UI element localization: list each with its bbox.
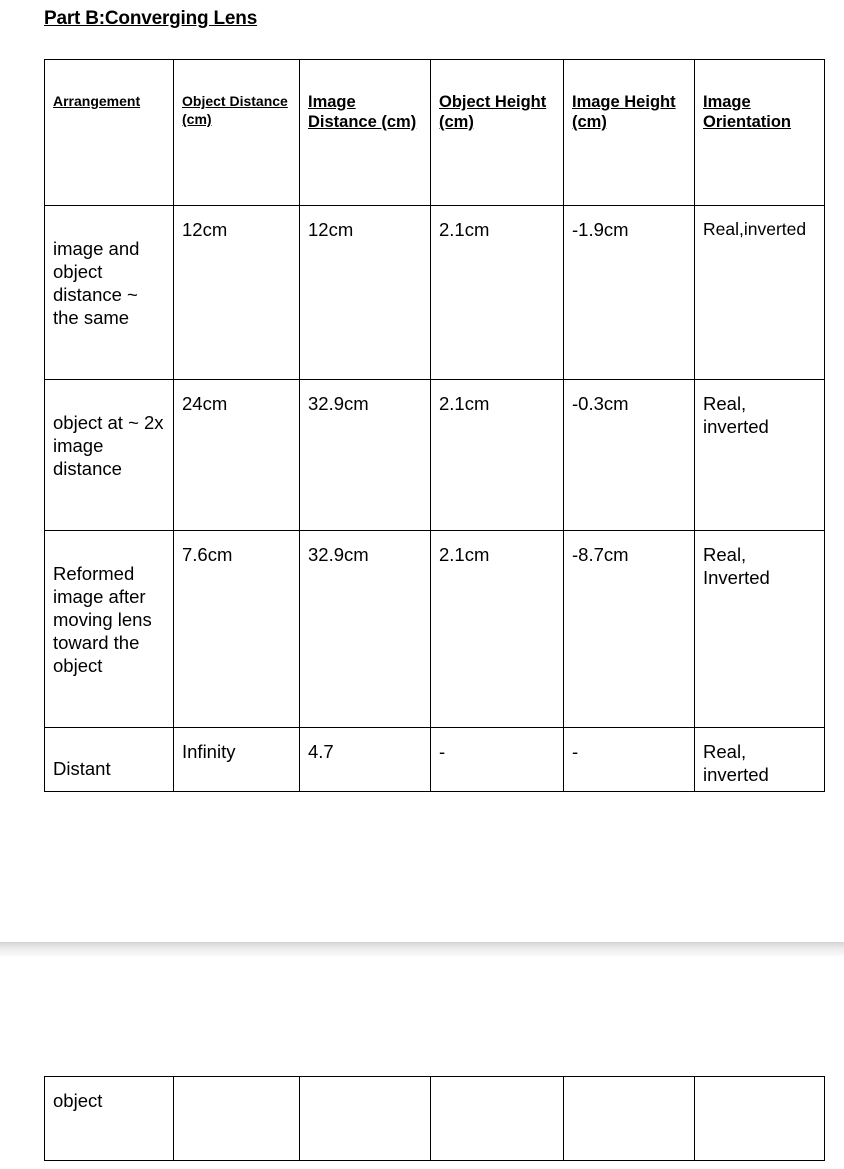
arrangement-text: object at ~ 2x image distance — [53, 412, 164, 479]
header-object-height: Object Height (cm) — [431, 60, 564, 206]
header-arrangement: Arrangement — [45, 60, 174, 206]
object-distance-value: 24cm — [182, 393, 228, 414]
object-distance-value: 7.6cm — [182, 544, 233, 565]
cell-image-height — [564, 206, 695, 380]
page-break — [0, 942, 844, 956]
cell-image-height — [564, 1077, 695, 1161]
cell-image-distance — [300, 531, 431, 728]
cell-object-distance — [174, 380, 300, 531]
cell-image-orientation — [695, 531, 825, 728]
image-height-value: -1.9cm — [572, 219, 629, 240]
cell-arrangement — [45, 728, 174, 792]
header-image-orientation: Image Orientation — [695, 60, 825, 206]
table-row — [45, 206, 825, 380]
results-table-continued — [44, 1076, 825, 1161]
cell-arrangement — [45, 531, 174, 728]
table-row — [45, 728, 825, 792]
image-distance-value: 12cm — [308, 219, 354, 240]
object-height-value: 2.1cm — [439, 219, 490, 240]
cell-arrangement — [45, 380, 174, 531]
cell-object-distance — [174, 1077, 300, 1161]
image-distance-value: 32.9cm — [308, 393, 369, 414]
cell-image-height — [564, 380, 695, 531]
table-row — [45, 1077, 825, 1161]
cell-object-distance — [174, 531, 300, 728]
table-row — [45, 380, 825, 531]
image-orientation-value: Real, inverted — [703, 393, 769, 437]
cell-object-height — [431, 1077, 564, 1161]
cell-image-distance — [300, 1077, 431, 1161]
image-height-value: -0.3cm — [572, 393, 629, 414]
cell-image-height — [564, 728, 695, 792]
cell-image-orientation — [695, 728, 825, 792]
table-row — [45, 531, 825, 728]
object-height-value: 2.1cm — [439, 544, 490, 565]
arrangement-text: image and object distance ~ the same — [53, 238, 140, 328]
header-image-distance: Image Distance (cm) — [300, 60, 431, 206]
arrangement-text: Distant — [53, 758, 111, 779]
object-height-value: 2.1cm — [439, 393, 490, 414]
cell-object-distance — [174, 206, 300, 380]
cell-image-distance — [300, 206, 431, 380]
cell-arrangement — [45, 1077, 174, 1161]
page-title: Part B:Converging Lens — [44, 8, 258, 29]
object-distance-value: Infinity — [182, 741, 236, 762]
image-orientation-value: Real,inverted — [703, 219, 807, 239]
arrangement-text: object — [53, 1090, 103, 1111]
image-orientation-value: Real, Inverted — [703, 544, 770, 588]
object-distance-value: 12cm — [182, 219, 228, 240]
cell-image-orientation — [695, 1077, 825, 1161]
cell-object-height — [431, 380, 564, 531]
header-row — [45, 60, 825, 206]
cell-image-distance — [300, 380, 431, 531]
image-distance-value: 32.9cm — [308, 544, 369, 565]
cell-image-orientation — [695, 206, 825, 380]
cell-image-height — [564, 531, 695, 728]
cell-image-distance — [300, 728, 431, 792]
header-image-height: Image Height (cm) — [564, 60, 695, 206]
cell-image-orientation — [695, 380, 825, 531]
cell-object-height — [431, 531, 564, 728]
results-table — [44, 59, 825, 792]
image-height-value: -8.7cm — [572, 544, 629, 565]
cell-object-height — [431, 728, 564, 792]
header-object-distance: Object Distance (cm) — [174, 60, 300, 206]
cell-arrangement — [45, 206, 174, 380]
image-orientation-value: Real, inverted — [703, 741, 769, 785]
arrangement-text: Reformed image after moving lens toward the object — [53, 563, 152, 676]
cell-object-height — [431, 206, 564, 380]
image-height-value: - — [572, 741, 579, 762]
cell-object-distance — [174, 728, 300, 792]
image-distance-value: 4.7 — [308, 741, 334, 762]
object-height-value: - — [439, 741, 446, 762]
